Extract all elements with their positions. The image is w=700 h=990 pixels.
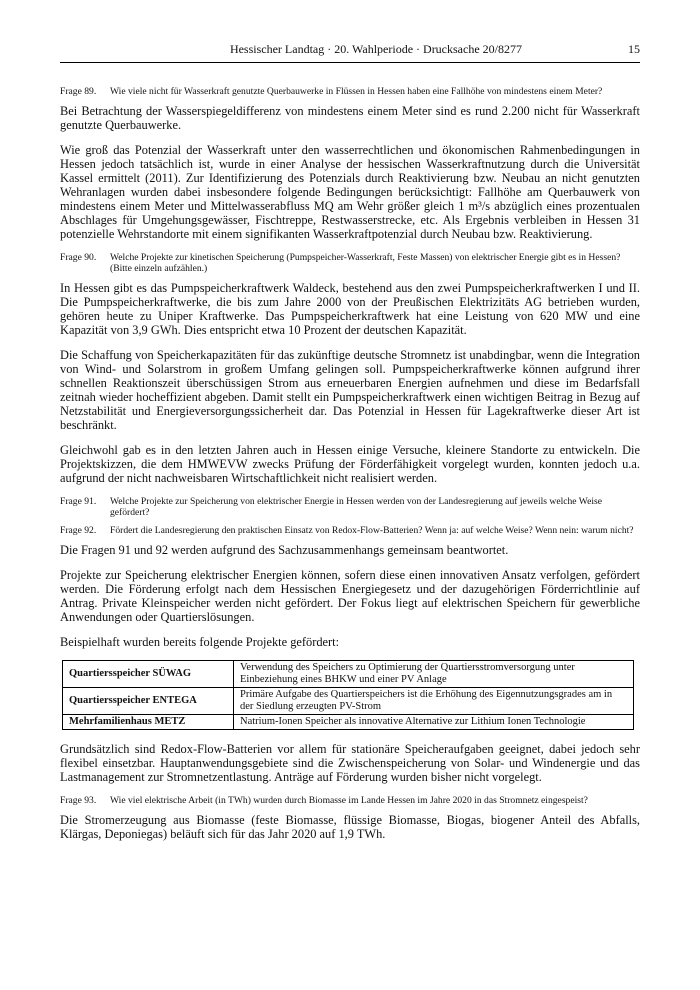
document-body (60, 86, 640, 852)
question-text: Wie viele nicht für Wasserkraft genutzte Querbauwerke in Flüssen in Hessen haben eine Fallhöhe von mindestens einem Meter? (110, 86, 603, 97)
table-row (63, 715, 634, 730)
question-number: Frage 89. (60, 86, 97, 97)
answer-paragraph: Die Fragen 91 und 92 werden aufgrund des Sachzusammenhangs gemeinsam beantwortet. (60, 543, 509, 557)
answer-paragraph: In Hessen gibt es das Pumpspeicherkraftwerk Waldeck, bestehend aus den zwei Pumpspeicherkraftwerken I und II. Die Pumpspeicherkraftwerke, die bis zum Jahre 2000 von der Preußischen Elektrizitäts AG betrieben wurden, gehören heute zu Uniper Kraftwerke. Das Pumpspeicherkraftwerk hat eine Leistung von 620 MW und eine Kapazität von 3,9 GWh. Dies entspricht etwa 10 Prozent der deutschen Kapazität. (60, 281, 640, 337)
question-number: Frage 90. (60, 252, 97, 263)
project-name: Mehrfamilienhaus METZ (63, 715, 234, 730)
question-90 (60, 252, 640, 274)
answer-paragraph: Beispielhaft wurden bereits folgende Projekte gefördert: (60, 635, 340, 649)
answer-paragraph: Die Stromerzeugung aus Biomasse (feste Biomasse, flüssige Biomasse, Biogas, biogener Anteil des Abfalls, Klärgas, Deponiegas) beläuft sich für das Jahr 2020 auf 1,9 TWh. (60, 813, 640, 841)
question-number: Frage 92. (60, 525, 97, 536)
page-header (60, 42, 640, 62)
running-title: Hessischer Landtag · 20. Wahlperiode · Drucksache 20/8277 (229, 42, 522, 56)
funded-projects-table (62, 660, 634, 730)
project-name: Quartiersspeicher ENTEGA (63, 688, 234, 715)
question-92 (60, 525, 640, 536)
answer-paragraph: Gleichwohl gab es in den letzten Jahren auch in Hessen einige Versuche, kleinere Standorte zu entwickeln. Die Projektskizzen, die dem HMWEVW zwecks Prüfung der Förderfähigkeit vorgelegt wurden, konnten jedoch u.a. aufgrund der nicht nachweisbaren Wirtschaftlichkeit nicht realisiert werden. (60, 443, 640, 485)
answer-paragraph: Bei Betrachtung der Wasserspiegeldifferenz von mindestens einem Meter sind es rund 2.200 nicht für Wasserkraft genutzte Querbauwerke. (60, 104, 640, 132)
question-93 (60, 795, 640, 806)
project-name: Quartiersspeicher SÜWAG (63, 661, 234, 688)
page-number: 15 (628, 42, 640, 56)
project-description: Natrium-Ionen Speicher als innovative Alternative zur Lithium Ionen Technologie (234, 715, 634, 730)
answer-paragraph: Die Schaffung von Speicherkapazitäten für das zukünftige deutsche Stromnetz ist unabdingbar, wenn die Integration von Wind- und Solarstrom in großem Umfang gelingen soll. Pumpspeicherkraftwerke können aufgrund ihrer schnellen Reaktionszeit überschüssigen Strom aus erneuerbaren Energien aufnehmen und diese im Bedarfsfall zeitnah wieder hocheffizient abgeben. Damit stellt ein Pumpspeicherkraftwerk einen wichtigen Beitrag in Bezug auf Netzstabilität und Energieversorgungssicherheit dar. Das Potenzial in Hessen für Lagekraftwerke dieser Art ist beschränkt. (60, 348, 640, 432)
question-text: Welche Projekte zur Speicherung von elektrischer Energie in Hessen werden von der Landesregierung auf jeweils welche Weise gefördert? (110, 496, 602, 518)
question-91 (60, 496, 640, 518)
table-row (63, 688, 634, 715)
question-number: Frage 91. (60, 496, 97, 507)
table-row (63, 661, 634, 688)
project-description: Primäre Aufgabe des Quartierspeichers ist die Erhöhung des Eigennutzungsgrades am in der Siedlung erzeugten PV-Strom (234, 688, 634, 715)
question-text: Welche Projekte zur kinetischen Speicherung (Pumpspeicher-Wasserkraft, Feste Massen) von elektrischer Energie gibt es in Hessen? (Bitte einzeln aufzählen.) (110, 252, 621, 274)
header-rule (60, 62, 640, 63)
question-text: Wie viel elektrische Arbeit (in TWh) wurden durch Biomasse im Lande Hessen im Jahre 2020 in das Stromnetz eingespeist? (110, 795, 588, 806)
answer-paragraph: Projekte zur Speicherung elektrischer Energien können, sofern diese einen innovativen Ansatz verfolgen, gefördert werden. Die Förderung erfolgt nach dem Hessischen Energiegesetz und der dazugehörigen Förderrichtlinie auf Antrag. Private Kleinspeicher werden nicht gefördert. Der Fokus liegt auf elektrischen Speichern für gewerbliche Anwendungen oder Quartierslösungen. (60, 568, 640, 624)
answer-paragraph: Grundsätzlich sind Redox-Flow-Batterien vor allem für stationäre Speicheraufgaben geeignet, dabei jedoch sehr flexibel einsetzbar. Hauptanwendungsgebiete sind die Zwischenspeicherung von Solar- und Windenergie und das Lastmanagement zur Stromnetzentlastung. Anträge auf Förderung wurden bisher nicht vorgelegt. (60, 742, 640, 784)
question-number: Frage 93. (60, 795, 97, 806)
question-text: Fördert die Landesregierung den praktischen Einsatz von Redox-Flow-Batterien? Wenn ja: auf welche Weise? Wenn nein: warum nicht? (110, 525, 634, 536)
project-description: Verwendung des Speichers zu Optimierung der Quartiersstromversorgung unter Einbeziehung eines BHKW und einer PV Anlage (234, 661, 634, 688)
answer-paragraph: Wie groß das Potenzial der Wasserkraft unter den wasserrechtlichen und ökonomischen Rahmenbedingungen in Hessen jedoch tatsächlich ist, wurde in einer Analyse der hessischen Wasserkraftnutzung durch die Universität Kassel ermittelt (2011). Zur Identifizierung des Potenzials durch Reaktivierung bzw. Neubau an nicht genutzten Wehranlagen wurden dabei insbesondere folgende Bedingungen berücksichtigt: Fallhöhe am Querbauwerk von mindestens einem Meter und Mittelwasserabfluss MQ am Wehr größer gleich 1 m³/s abzüglich eines prozentualen Abschlages für Umgehungsgewässer, Fischtreppe, Restwasserstrecke, etc. Als Ergebnis verbleiben in Hessen 31 potenzielle Wehrstandorte mit einem signifikanten Wasserkraftpotenzial durch Neubau bzw. Reaktivierung. (60, 143, 640, 241)
question-89 (60, 86, 640, 97)
